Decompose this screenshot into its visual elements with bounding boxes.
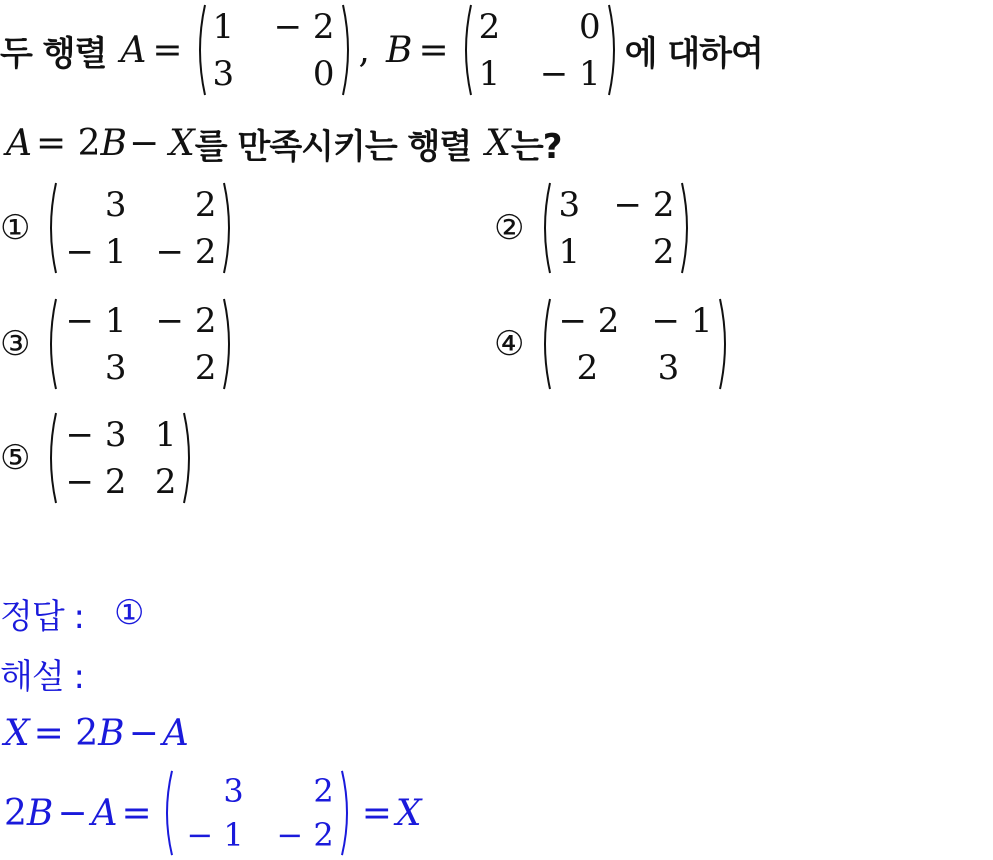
matrix-cell: 0: [312, 53, 335, 94]
matrix-cell: 3: [104, 347, 127, 388]
matrix-cell: − 2: [613, 184, 675, 225]
matrix-cell: − 2: [155, 300, 217, 341]
equals-sign: =: [418, 29, 449, 71]
choice-5[interactable]: [0, 410, 200, 506]
answer-label: 정답 :: [0, 596, 84, 637]
matrix-b-name: B: [386, 29, 413, 71]
question-x: X: [485, 122, 511, 164]
matrix-cell: 2: [652, 231, 675, 272]
choice-3[interactable]: [0, 296, 240, 392]
matrix-cell: − 1: [186, 816, 244, 854]
matrix-cell: 2: [478, 6, 501, 47]
sol-b: B: [98, 712, 125, 754]
matrix-cell: − 3: [65, 414, 127, 455]
question-text: 를 만족시키는 행렬: [194, 126, 472, 167]
choice-number: ⑤: [0, 438, 31, 478]
matrix-cell: − 2: [155, 231, 217, 272]
matrix-cell: 1: [558, 231, 581, 272]
right-paren: [607, 3, 621, 97]
right-paren: [340, 769, 354, 857]
matrix-cell: − 1: [539, 53, 601, 94]
matrix-cell: 2: [313, 772, 334, 810]
choice-matrix: [44, 411, 196, 505]
left-paren: [44, 181, 58, 275]
matrix-cell: 2: [194, 184, 217, 225]
question-line-1: [0, 2, 763, 98]
matrix-cell: − 2: [65, 461, 127, 502]
right-paren: [222, 297, 236, 391]
matrix-cell: 3: [104, 184, 127, 225]
choice-2[interactable]: [494, 180, 698, 276]
sol2-eq2: =: [361, 792, 392, 834]
question-end: 는?: [510, 126, 562, 167]
right-paren: [341, 3, 355, 97]
left-paren: [160, 769, 174, 857]
equals-sign: =: [152, 29, 183, 71]
matrix-cell: 3: [657, 347, 680, 388]
sol2-a: A: [91, 792, 118, 834]
matrix-cell: 1: [154, 414, 177, 455]
answer-value: ①: [113, 593, 144, 633]
solution-matrix: [160, 769, 354, 857]
eq-mid: = 2: [36, 122, 101, 164]
choice-number: ③: [0, 324, 31, 364]
left-paren: [538, 297, 552, 391]
eq-x: X: [169, 122, 195, 164]
question-line-2: [0, 118, 561, 168]
matrix-cell: 2: [194, 347, 217, 388]
solution-label: 해설 :: [0, 656, 84, 697]
matrix-cell: 2: [576, 347, 599, 388]
left-paren: [193, 3, 207, 97]
matrix-cell: − 1: [65, 231, 127, 272]
solution-line-1: [0, 708, 189, 758]
choice-1[interactable]: [0, 180, 240, 276]
left-paren: [44, 411, 58, 505]
choice-number: ④: [494, 324, 525, 364]
sol-eq: = 2: [33, 712, 99, 754]
matrix-cell: 1: [478, 53, 501, 94]
choice-matrix: [44, 181, 236, 275]
answer-line: [0, 588, 143, 638]
matrix-cell: 3: [212, 53, 235, 94]
matrix-cell: − 1: [65, 300, 127, 341]
solution-label-line: [0, 648, 84, 698]
right-paren: [680, 181, 694, 275]
matrix-cell: 0: [579, 6, 601, 47]
sol2-minus: −: [57, 792, 88, 834]
left-paren: [538, 181, 552, 275]
sol-a: A: [162, 712, 189, 754]
matrix-b: [459, 3, 621, 97]
matrix-cell: 1: [212, 6, 235, 47]
right-paren: [222, 181, 236, 275]
choice-matrix: [44, 297, 236, 391]
matrix-cell: − 2: [273, 6, 335, 47]
sol-minus: −: [128, 712, 159, 754]
matrix-cell: − 2: [276, 816, 334, 854]
matrix-cell: 3: [558, 184, 581, 225]
choice-matrix: [538, 181, 694, 275]
matrix-cell: 2: [154, 461, 177, 502]
sol2-b: B: [26, 792, 54, 834]
matrix-a: [193, 3, 355, 97]
choice-matrix: [538, 297, 732, 391]
sol2-x: X: [395, 792, 422, 834]
left-paren: [459, 3, 473, 97]
eq-a: A: [6, 122, 32, 164]
matrix-cell: − 1: [651, 300, 713, 341]
right-paren: [718, 297, 732, 391]
question-suffix: 에 대하여: [624, 33, 763, 74]
eq-b: B: [100, 122, 127, 164]
sol2-two: 2: [4, 792, 27, 834]
choice-4[interactable]: [494, 296, 736, 392]
right-paren: [182, 411, 196, 505]
sol-x: X: [4, 712, 30, 754]
matrix-cell: 3: [223, 772, 244, 810]
sol2-eq: =: [121, 792, 152, 834]
left-paren: [44, 297, 58, 391]
solution-line-2: [0, 766, 422, 860]
choice-number: ①: [0, 208, 31, 248]
eq-minus: −: [128, 122, 160, 164]
comma: ,: [358, 29, 370, 71]
question-prefix: 두 행렬: [0, 33, 107, 74]
matrix-cell: − 2: [558, 300, 620, 341]
choice-number: ②: [494, 208, 525, 248]
matrix-a-name: A: [120, 29, 147, 71]
